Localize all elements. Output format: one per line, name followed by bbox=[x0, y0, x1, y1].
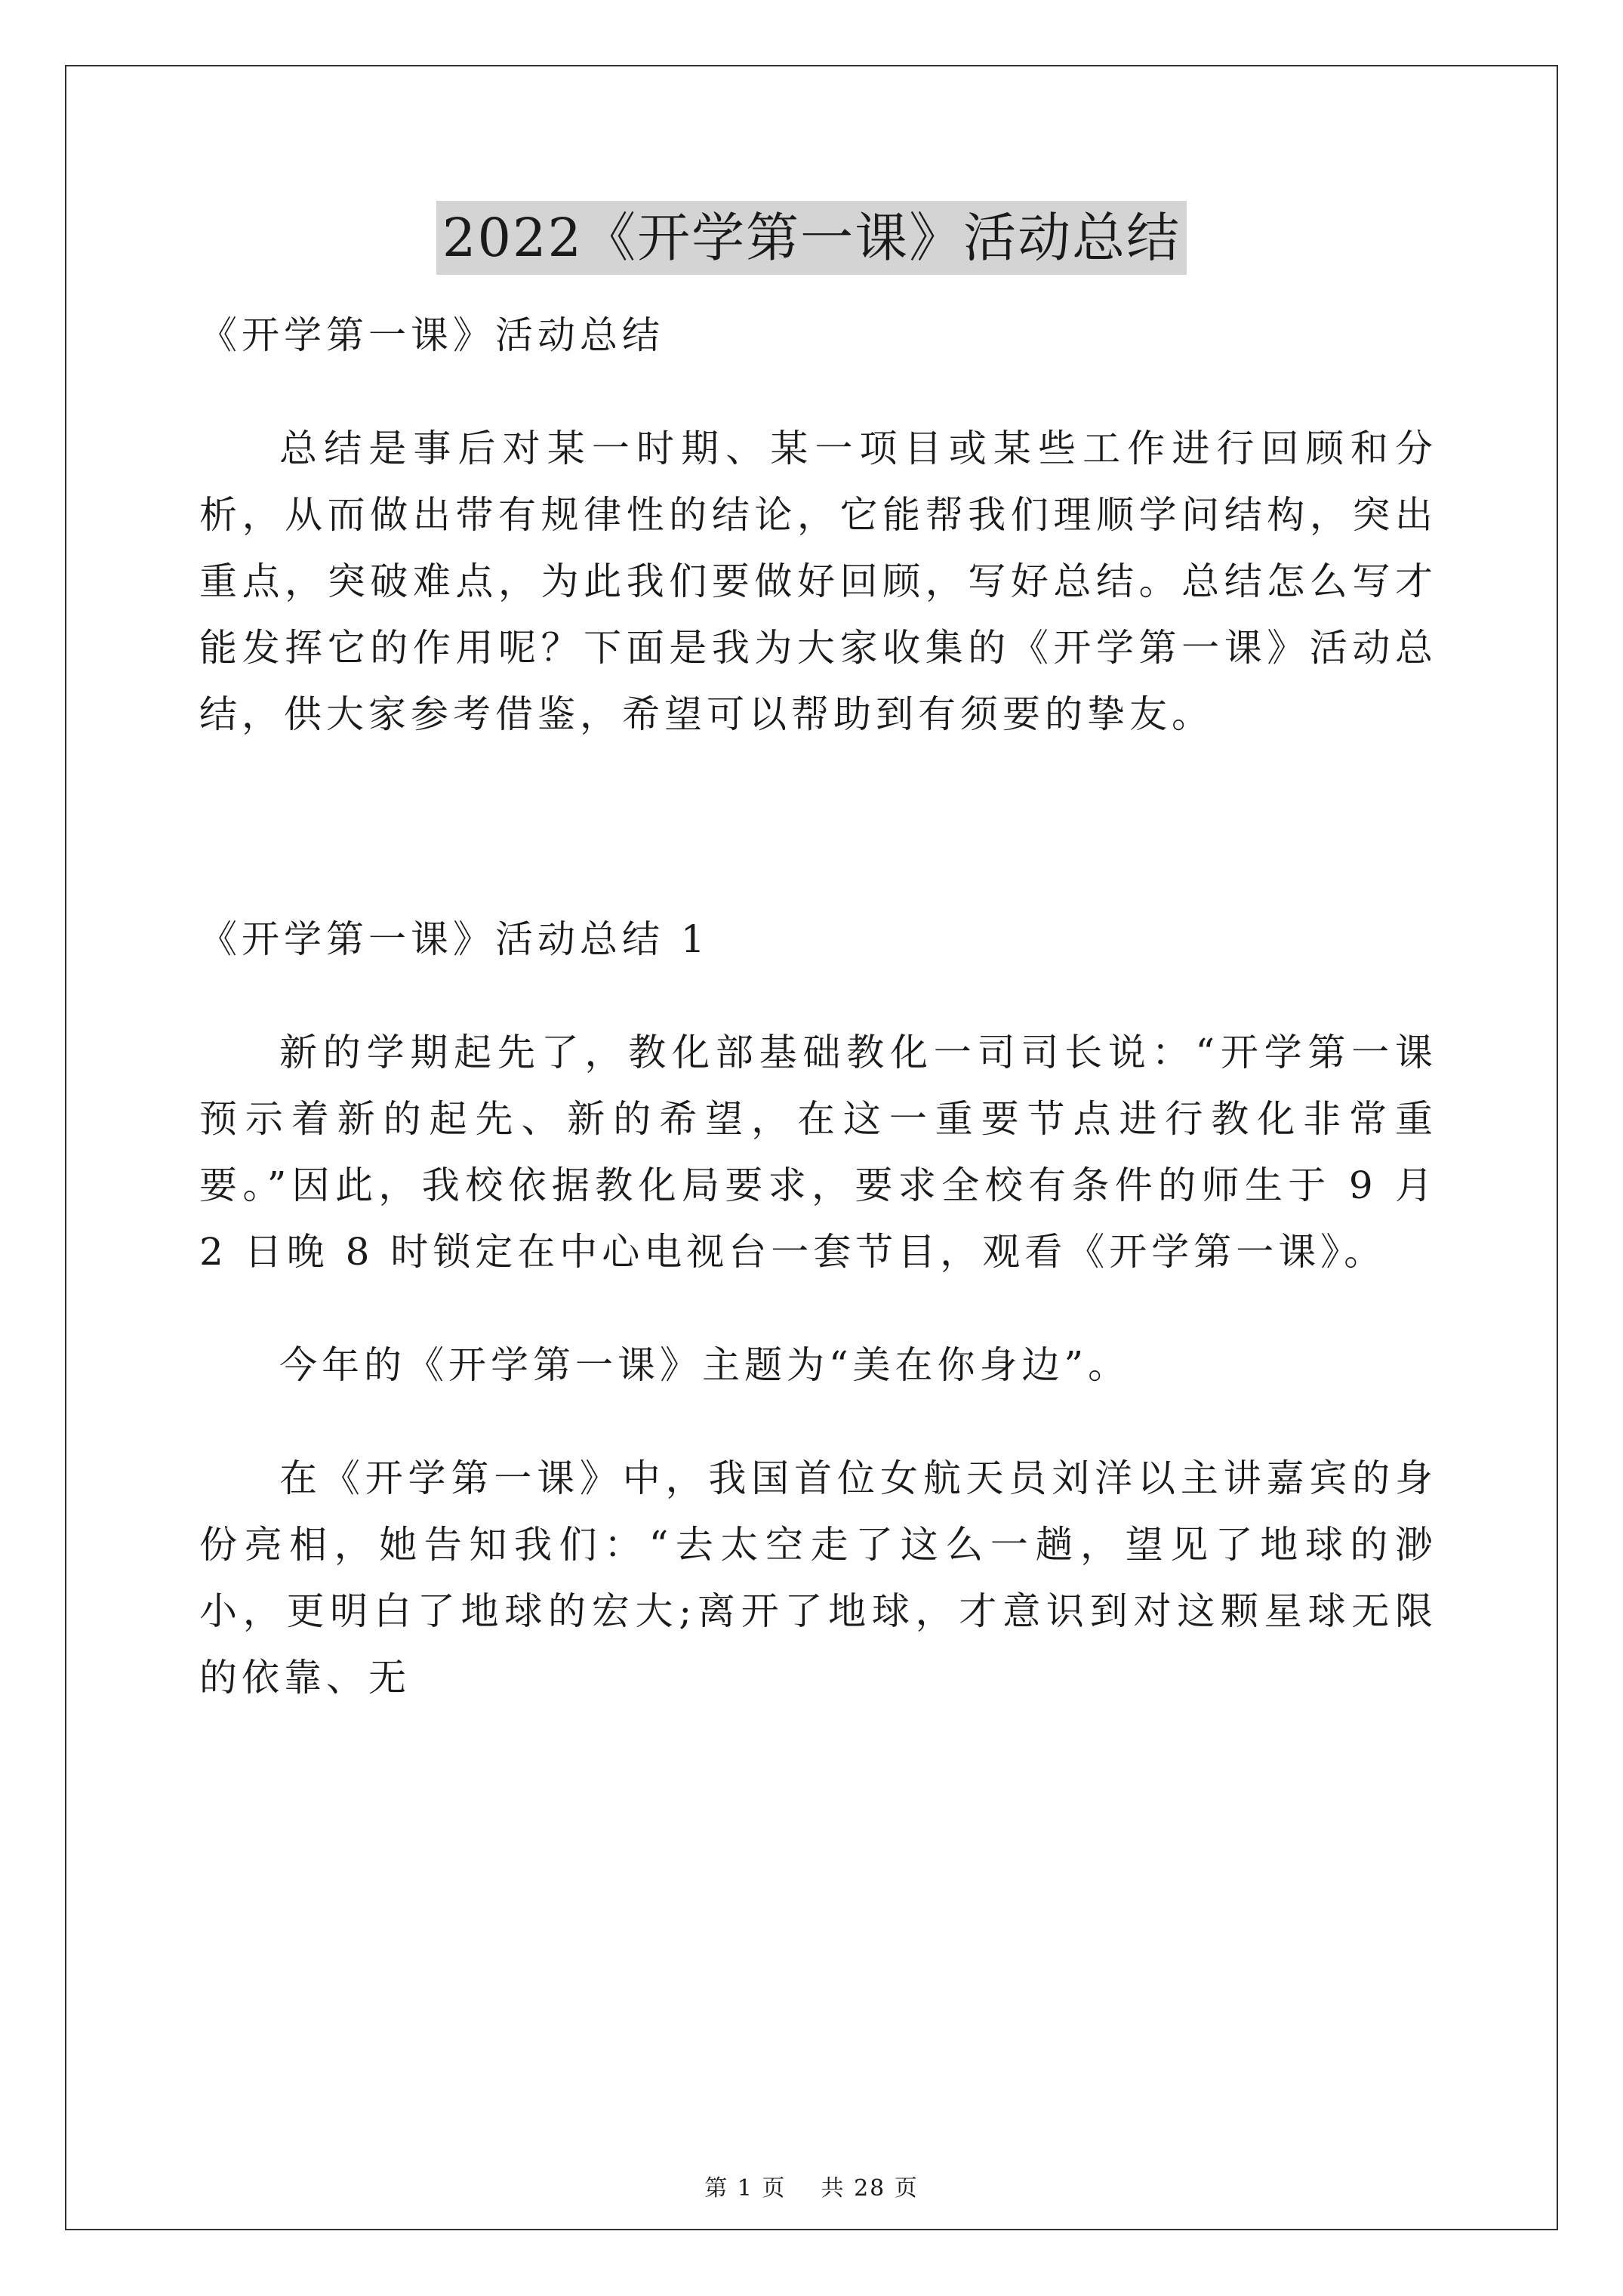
document-title: 2022《开学第一课》活动总结 bbox=[436, 201, 1187, 275]
intro-paragraph: 总结是事后对某一时期、某一项目或某些工作进行回顾和分析，从而做出带有规律性的结论，它能帮我们理顺学问结构，突出重点，突破难点，为此我们要做好回顾，写好总结。总结怎么写才能发挥它的作用呢？下面是我为大家收集的《开学第一课》活动总结，供大家参考借鉴，希望可以帮助到有须要的挚友。 bbox=[199, 427, 1437, 736]
document-body bbox=[199, 302, 1437, 1711]
section-heading: 《开学第一课》活动总结 1 bbox=[199, 917, 710, 961]
page-footer bbox=[0, 2169, 1623, 2202]
body-paragraph: 新的学期起先了，教化部基础教化一司司长说：“开学第一课预示着新的起先、新的希望，在这一重要节点进行教化非常重要。”因此，我校依据教化局要求，要求全校有条件的师生于 9 月 2 日晚 8 时锁定在中心电视台一套节目，观看《开学第一课》。 bbox=[199, 1031, 1437, 1274]
page-total: 共 28 页 bbox=[821, 2175, 919, 2202]
body-paragraph: 今年的《开学第一课》主题为“美在你身边”。 bbox=[279, 1343, 1131, 1387]
page-number: 第 1 页 bbox=[704, 2175, 787, 2202]
intro-heading: 《开学第一课》活动总结 bbox=[199, 313, 664, 357]
title-container bbox=[0, 201, 1623, 275]
body-paragraph: 在《开学第一课》中，我国首位女航天员刘洋以主讲嘉宾的身份亮相，她告知我们：“去太空走了这么一趟，望见了地球的渺小，更明白了地球的宏大;离开了地球，才意识到对这颗星球无限的依靠、无 bbox=[199, 1456, 1437, 1700]
